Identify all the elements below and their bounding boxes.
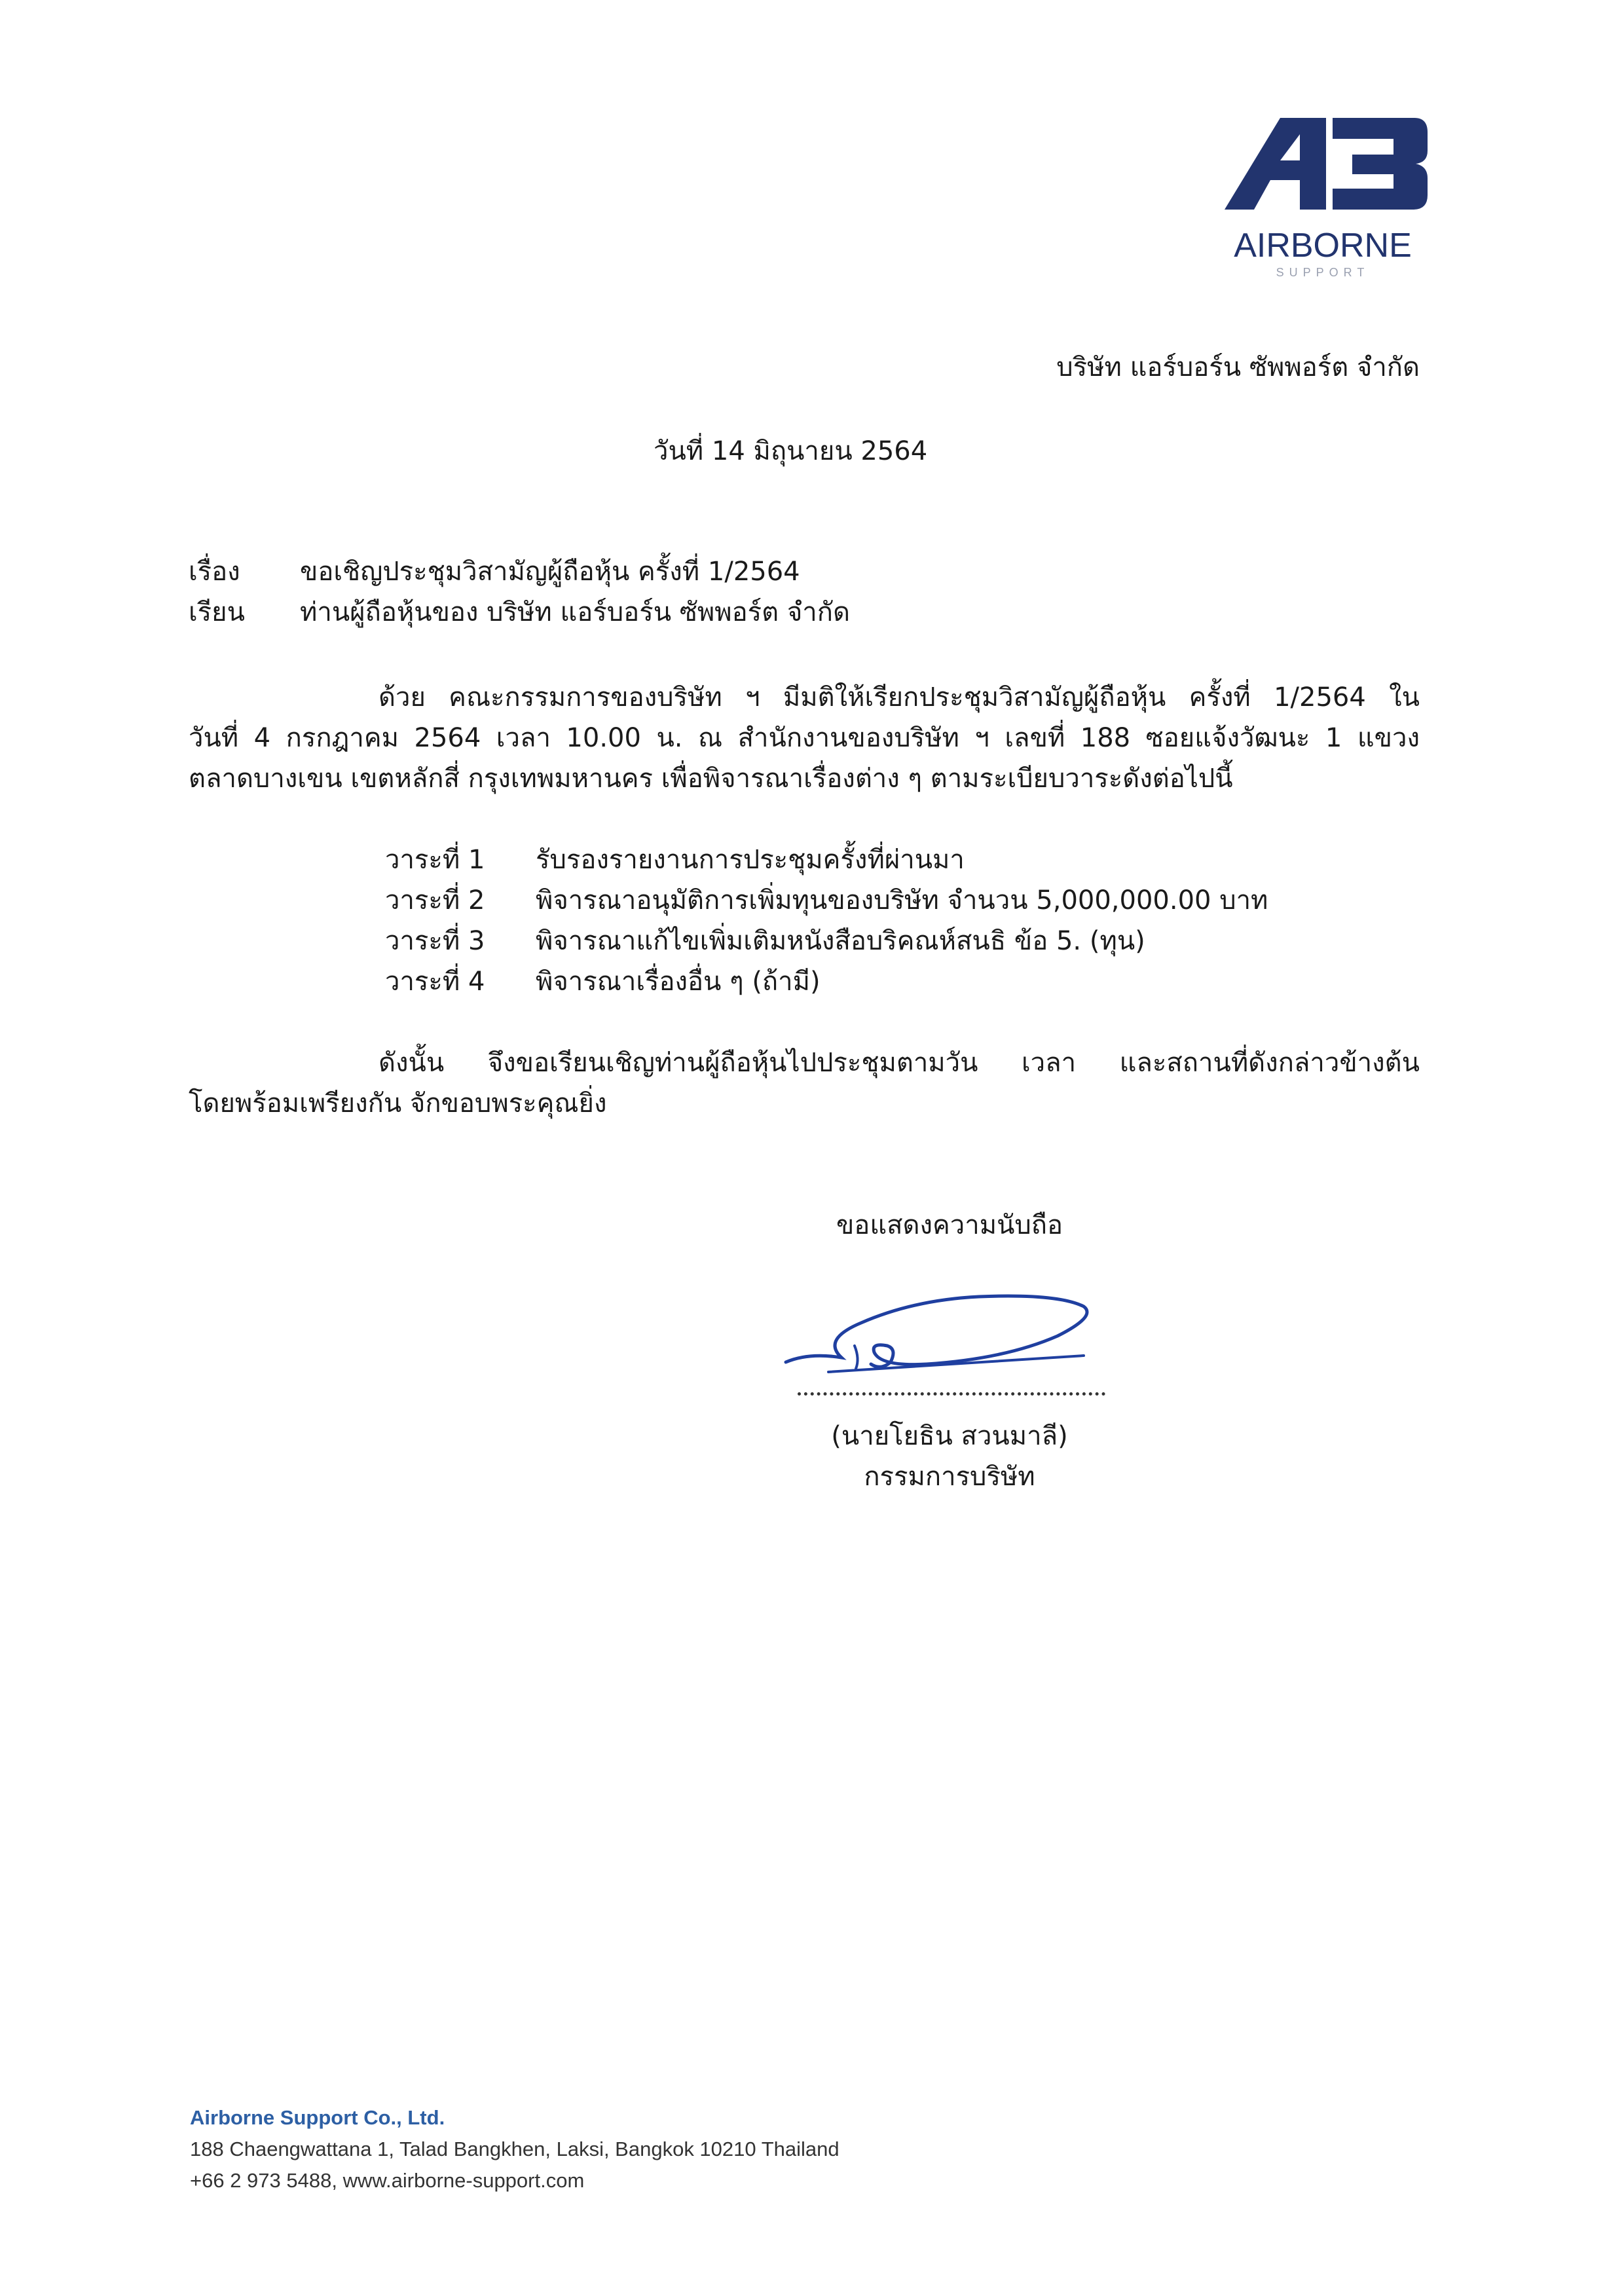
- letter-date: วันที่ 14 มิถุนายน 2564: [654, 436, 928, 466]
- body-line: ด้วย คณะกรรมการของบริษัท ฯ มีมติให้เรียกประชุมวิสามัญผู้ถือหุ้น ครั้งที่ 1/2564 ใน: [378, 682, 1420, 713]
- signer-title: กรรมการบริษัท: [864, 1462, 1035, 1492]
- recipient-text: ท่านผู้ถือหุ้นของ บริษัท แอร์บอร์น ซัพพอร์ต จำกัด: [300, 597, 850, 627]
- agenda-text: พิจารณาอนุมัติการเพิ่มทุนของบริษัท จำนวน 5,000,000.00 บาท: [536, 885, 1268, 916]
- subject-row: [189, 551, 800, 592]
- agenda-text: รับรองรายงานการประชุมครั้งที่ผ่านมา: [536, 845, 965, 875]
- agenda-item: [385, 840, 1268, 880]
- footer: [190, 2102, 840, 2196]
- signer-block: [786, 1416, 1113, 1497]
- body-line: ตลาดบางเขน เขตหลักสี่ กรุงเทพมหานคร เพื่อพิจารณาเรื่องต่าง ๆ ตามระเบียบวาระดังต่อไปนี้: [189, 764, 1233, 794]
- recipient-label: เรียน: [189, 597, 245, 627]
- footer-company: Airborne Support Co., Ltd.: [190, 2106, 445, 2129]
- footer-address: 188 Chaengwattana 1, Talad Bangkhen, Laksi, Bangkok 10210 Thailand: [190, 2138, 840, 2160]
- logo-text: AIRBORNE: [1234, 227, 1412, 265]
- agenda-item: [385, 961, 1268, 1002]
- agenda-number: วาระที่ 1: [385, 845, 485, 875]
- signature-icon: [783, 1287, 1110, 1405]
- agenda-item: [385, 880, 1268, 921]
- company-name: บริษัท แอร์บอร์น ซัพพอร์ต จำกัด: [1056, 352, 1420, 382]
- agenda-item: [385, 921, 1268, 961]
- closing-line: โดยพร้อมเพรียงกัน จักขอบพระคุณยิ่ง: [189, 1088, 607, 1119]
- body-paragraph: [189, 677, 1420, 799]
- footer-contact: +66 2 973 5488, www.airborne-support.com: [190, 2169, 585, 2192]
- agenda-number: วาระที่ 4: [385, 967, 485, 997]
- signer-name: (นายโยธิน สวนมาลี): [831, 1421, 1068, 1451]
- subject-label: เรื่อง: [189, 557, 240, 587]
- signature-line: [798, 1392, 1105, 1396]
- agenda-text: พิจารณาแก้ไขเพิ่มเติมหนังสือบริคณห์สนธิ ข้อ 5. (ทุน): [536, 926, 1145, 956]
- agenda-number: วาระที่ 3: [385, 926, 485, 956]
- regards-text: ขอแสดงความนับถือ: [836, 1210, 1063, 1240]
- a3-logo-icon: [1218, 111, 1428, 282]
- airborne-logo: [1218, 111, 1428, 282]
- recipient-row: [189, 592, 850, 633]
- body-line: วันที่ 4 กรกฎาคม 2564 เวลา 10.00 น. ณ สำนักงานของบริษัท ฯ เลขที่ 188 ซอยแจ้งวัฒนะ 1 แขวง: [189, 723, 1420, 753]
- closing-paragraph: [189, 1043, 1420, 1124]
- agenda-text: พิจารณาเรื่องอื่น ๆ (ถ้ามี): [536, 967, 821, 997]
- logo-subtext: SUPPORT: [1276, 266, 1370, 279]
- subject-text: ขอเชิญประชุมวิสามัญผู้ถือหุ้น ครั้งที่ 1/2564: [300, 557, 800, 587]
- closing-line: ดังนั้น จึงขอเรียนเชิญท่านผู้ถือหุ้นไปประชุมตามวัน เวลา และสถานที่ดังกล่าวข้างต้น: [378, 1048, 1420, 1078]
- agenda-list: [385, 840, 1268, 1002]
- agenda-number: วาระที่ 2: [385, 885, 485, 916]
